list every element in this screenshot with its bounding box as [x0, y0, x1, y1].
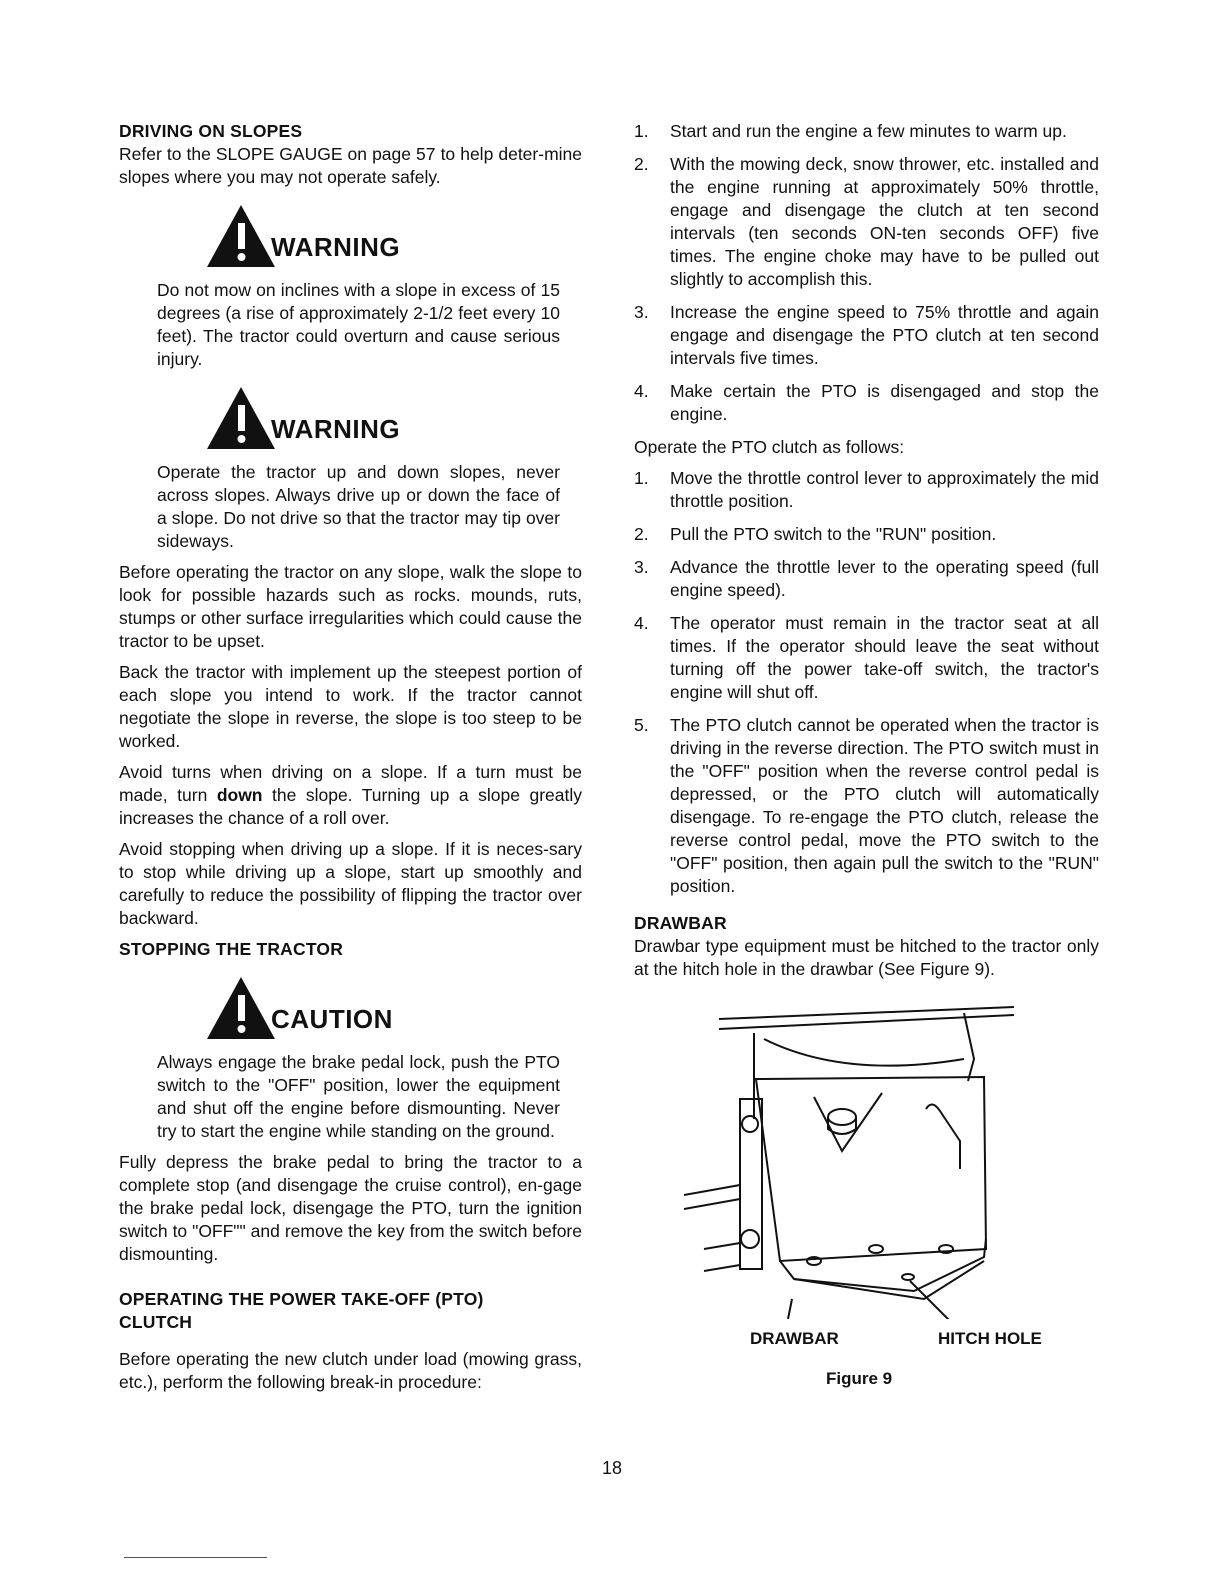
pto-intro: Before operating the new clutch under load (mowing grass, etc.), perform the following break-in procedure:	[119, 1349, 582, 1392]
avoid-turns-paragraph: Avoid turns when driving on a slope. If a turn must be made, turn down the slope. Turning up a slope greatly increases the chance of a roll over.	[119, 762, 582, 828]
drawbar-illustration	[684, 999, 1024, 1319]
breakin-steps-list	[634, 120, 1099, 426]
left-column	[119, 120, 582, 1402]
operate-steps-list	[634, 467, 1099, 898]
pto-heading: OPERATING THE POWER TAKE-OFF (PTO) CLUTCH	[119, 1289, 484, 1332]
warning-1-word: WARNING	[271, 231, 401, 262]
list-item: 3. Increase the engine speed to 75% throttle and again engage and disengage the PTO clutch at ten second intervals five times.	[634, 302, 1099, 368]
slopes-heading: DRIVING ON SLOPES	[119, 121, 303, 141]
slope-hazards-paragraph: Before operating the tractor on any slope, walk the slope to look for possible hazards such as rocks. mounds, ruts, stumps or other surface irregularities which could cause the tractor to be upset.	[119, 562, 582, 651]
list-item: 1. Start and run the engine a few minutes to warm up.	[634, 121, 1067, 141]
list-item: 2. With the mowing deck, snow thrower, etc. installed and the engine running at approximately 50% throttle, engage and disengage the clutch at ten second intervals (ten seconds ON-ten seconds OFF) five times. The engine choke may have to be pulled out slightly to accomplish this.	[634, 154, 1099, 289]
list-item: 1. Move the throttle control lever to approximately the mid throttle position.	[634, 468, 1099, 511]
drawbar-heading: DRAWBAR	[634, 913, 727, 933]
warning-triangle-icon	[203, 201, 279, 271]
operate-intro: Operate the PTO clutch as follows:	[634, 437, 905, 457]
avoid-stopping-paragraph: Avoid stopping when driving up a slope. If it is neces-sary to stop while driving up a slope, start up smoothly and carefully to reduce the possibility of flipping the tractor over backward.	[119, 839, 582, 928]
right-column	[634, 120, 1099, 1388]
warning-2-text: Operate the tractor up and down slopes, never across slopes. Always drive up or down the face of a slope. Do not drive so that the tractor may tip over sideways.	[157, 462, 560, 551]
warning-1-text: Do not mow on inclines with a slope in excess of 15 degrees (a rise of approximately 2-1/2 feet every 10 feet). The tractor could overturn and cause serious injury.	[157, 280, 560, 369]
warning-2-header	[203, 383, 582, 453]
warning-1-header	[203, 201, 582, 271]
drawbar-text: Drawbar type equipment must be hitched to the tractor only at the hitch hole in the drawbar (See Figure 9).	[634, 936, 1099, 979]
footer-rule	[124, 1557, 267, 1558]
stopping-heading: STOPPING THE TRACTOR	[119, 939, 344, 959]
caution-word: CAUTION	[271, 1003, 393, 1034]
figure-caption: Figure 9	[826, 1369, 893, 1388]
caution-triangle-icon	[203, 973, 279, 1043]
stopping-text: Fully depress the brake pedal to bring the tractor to a complete stop (and disengage the cruise control), en-gage the brake pedal lock, disengage the PTO, turn the ignition switch to "OFF"" and remove the key from the switch before dismounting.	[119, 1152, 582, 1264]
warning-triangle-icon	[203, 383, 279, 453]
figure-label-drawbar: DRAWBAR	[750, 1329, 839, 1348]
caution-header	[203, 973, 582, 1043]
warning-2-word: WARNING	[271, 413, 401, 444]
list-item: 4. The operator must remain in the tractor seat at all times. If the operator should leave the seat without turning off the power take-off switch, the tractor's engine will shut off.	[634, 613, 1099, 702]
page-number: 18	[602, 1458, 623, 1478]
figure-9	[634, 999, 1099, 1388]
list-item: 5. The PTO clutch cannot be operated when the tractor is driving in the reverse direction. The PTO switch must in the "OFF" position when the reverse control pedal is depressed, or the PTO clutch will automatically disengage. To re-engage the PTO clutch, release the reverse control pedal, move the PTO switch to the "OFF" position, then again pull the switch to the "RUN" position.	[634, 715, 1099, 896]
list-item: 4. Make certain the PTO is disengaged and stop the engine.	[634, 381, 1099, 424]
slopes-intro: Refer to the SLOPE GAUGE on page 57 to help deter-mine slopes where you may not operate safely.	[119, 144, 582, 187]
list-item: 2. Pull the PTO switch to the "RUN" position.	[634, 524, 997, 544]
back-tractor-paragraph: Back the tractor with implement up the steepest portion of each slope you intend to work. If the tractor cannot negotiate the slope in reverse, the slope is too steep to be worked.	[119, 662, 582, 751]
figure-label-hitch-hole: HITCH HOLE	[938, 1329, 1042, 1348]
caution-text: Always engage the brake pedal lock, push the PTO switch to the "OFF" position, lower the equipment and shut off the engine before dismounting. Never try to start the engine while standing on the ground.	[157, 1052, 560, 1141]
list-item: 3. Advance the throttle lever to the operating speed (full engine speed).	[634, 557, 1099, 600]
down-emphasis: down	[216, 785, 263, 805]
